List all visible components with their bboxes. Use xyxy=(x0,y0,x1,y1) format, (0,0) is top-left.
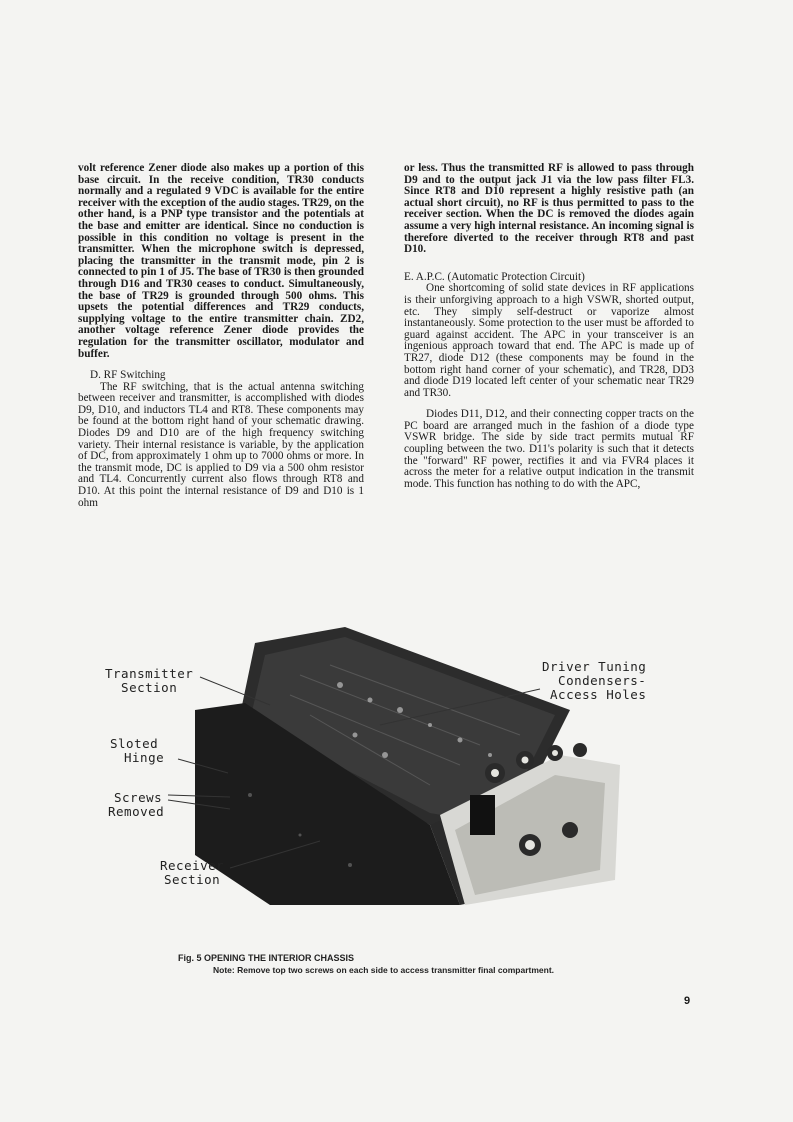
right-text-column xyxy=(404,163,694,490)
figure-caption: Fig. 5 OPENING THE INTERIOR CHASSIS xyxy=(178,953,355,963)
label-driver-tuning: Driver Tuning Condensers- Access Holes xyxy=(542,659,647,702)
label-sloted-hinge: Sloted Hinge xyxy=(110,736,165,765)
label-receiver-section: Receiver Section xyxy=(160,858,225,887)
paragraph: volt reference Zener diode also makes up a portion of this base circuit. In the receive condition, TR30 conducts normally and a regulated 9 VDC is available for the entire receiver with the exception of the audio stages. TR29, on the other hand, is a PNP type transistor and the potentials at the base and emitter are identical. Since no conduction is possible in this condition no voltage is present in the transmitter. When the microphone switch is depressed, placing the transmitter in the transmit mode, pin 2 is connected to pin 1 of J5. The base of TR30 is then grounded through D16 and TR30 ceases to conduct. Simultaneously, the base of TR29 is grounded through 500 ohms. This upsets the potential differences and TR29 conducts, supplying voltage to the entire transmitter chain. ZD2, another voltage reference Zener diode provides the regulation for the transmitter oscillator, modulator and buffer. xyxy=(78,162,364,360)
section-heading-d: D. RF Switching xyxy=(90,369,166,382)
left-text-column xyxy=(78,163,364,509)
figure-note: Note: Remove top two screws on each side to access transmitter final compartment. xyxy=(213,965,555,975)
section-heading-e: E. A.P.C. (Automatic Protection Circuit) xyxy=(404,270,585,283)
page-number: 9 xyxy=(684,995,691,1007)
paragraph: One shortcoming of solid state devices in RF applications is their unforgiving approach to a high VSWR, shorted output, etc. They simply self-destruct or vaporize almost instantaneously. Some protection to the user must be afforded to guard against accident. The APC in your transceiver is an ingenious approach toward that end. The APC is made up of TR27, diode D12 (these components may be found in the bottom right hand corner of your schematic), and TR28, DD3 and diode D19 located left center of your schematic near TR29 and TR30. xyxy=(404,282,694,399)
paragraph: Diodes D11, D12, and their connecting copper tracts on the PC board are arranged much in the fashion of a diode type VSWR bridge. The side by side tract permits mutual RF coupling between the two. D11's polarity is such that it detects the "forward" RF power, rectifies it and via FVR4 places it across the meter for a relative output indication in the transmit mode. This function has nothing to do with the APC, xyxy=(404,408,694,490)
paragraph: or less. Thus the transmitted RF is allowed to pass through D9 and to the output jack J1 via the low pass filter FL3. Since RT8 and D10 represent a highly resistive path (an actual short circuit), no RF is thus permitted to pass to the receiver section. When the DC is removed the diodes again assume a very high internal resistance. An incoming signal is therefore diverted to the receiver through RT8 and past D10. xyxy=(404,162,694,256)
paragraph: The RF switching, that is the actual antenna switching between receiver and transmitter, is accomplished with diodes D9, D10, and inductors TL4 and RT8. These components may be found at the bottom right hand of your schematic drawing. Diodes D9 and D10 are of the high frequency switching variety. Their internal resistance is variable, by the application of DC, from approximately 1 ohm up to 7000 ohms or more. In the transmit mode, DC is applied to D9 via a 500 ohm resistor and TL4. Concurrently current also flows through RT8 and D10. At this point the internal resistance of D9 and D10 is 1 ohm xyxy=(78,380,364,509)
label-transmitter-section: Transmitter Section xyxy=(105,666,194,695)
label-screws-removed: Screws Removed xyxy=(108,790,165,819)
figure-chassis xyxy=(100,615,680,915)
